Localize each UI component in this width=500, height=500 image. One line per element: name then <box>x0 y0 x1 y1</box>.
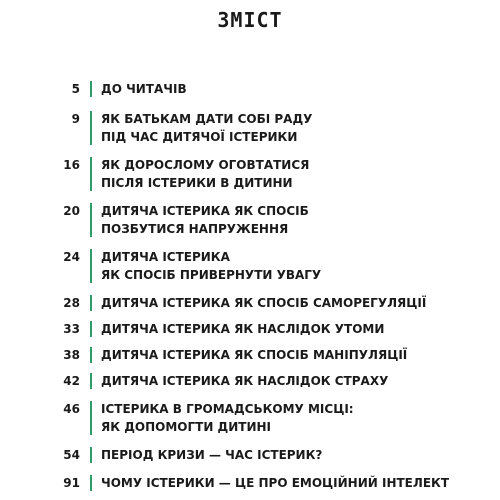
toc-entry-title: ДИТЯЧА ІСТЕРИКА ЯК СПОСІБ МАНІПУЛЯЦІЇ <box>101 348 408 362</box>
page-title: ЗМІСТ <box>217 8 283 32</box>
toc-page-number: 33 <box>63 322 80 336</box>
toc-entry-title: ДИТЯЧА ІСТЕРИКА ЯК СПОСІБ <box>101 204 309 218</box>
toc-entry[interactable] <box>0 320 500 338</box>
toc-page-number: 28 <box>63 296 80 310</box>
toc-page-number: 38 <box>63 348 80 362</box>
toc-divider <box>90 295 92 311</box>
toc-entry-title: ДИТЯЧА ІСТЕРИКА ЯК НАСЛІДОК СТРАХУ <box>101 374 389 388</box>
toc-divider <box>90 203 92 237</box>
toc-entry-title: ПОЗБУТИСЯ НАПРУЖЕННЯ <box>101 222 289 236</box>
toc-page-number: 9 <box>71 112 80 126</box>
toc-entry-title: ЯК ДОПОМОГТИ ДИТИНІ <box>101 420 272 434</box>
toc-entry-title: ЯК СПОСІБ ПРИВЕРНУТИ УВАГУ <box>101 268 322 282</box>
toc-entry-title: ПЕРІОД КРИЗИ — ЧАС ІСТЕРИК? <box>101 448 323 462</box>
toc-entry[interactable] <box>0 474 500 492</box>
toc-entry[interactable] <box>0 80 500 98</box>
toc-entry-title: ДИТЯЧА ІСТЕРИКА ЯК СПОСІБ САМОРЕГУЛЯЦІЇ <box>101 296 427 310</box>
toc-divider <box>90 157 92 191</box>
toc-entry-title: ЧОМУ ІСТЕРИКИ — ЦЕ ПРО ЕМОЦІЙНИЙ ІНТЕЛЕКТ <box>101 476 450 490</box>
toc-entry-title: ДО ЧИТАЧІВ <box>101 82 187 96</box>
toc-entry[interactable] <box>0 294 500 312</box>
toc-divider <box>90 475 92 491</box>
toc-entry[interactable] <box>0 110 500 146</box>
toc-entry[interactable] <box>0 400 500 436</box>
toc-entry[interactable] <box>0 346 500 364</box>
toc-page-number: 16 <box>63 158 80 172</box>
toc-entry[interactable] <box>0 156 500 192</box>
toc-page-number: 46 <box>63 402 80 416</box>
toc-divider <box>90 111 92 145</box>
toc-entry-title: ПІД ЧАС ДИТЯЧОЇ ІСТЕРИКИ <box>101 130 298 144</box>
toc-page-number: 5 <box>71 82 80 96</box>
toc-divider <box>90 401 92 435</box>
toc-entry[interactable] <box>0 372 500 390</box>
toc-page-number: 20 <box>63 204 80 218</box>
toc-entry[interactable] <box>0 202 500 238</box>
toc-page-number: 42 <box>63 374 80 388</box>
toc-entry-title: ЯК ДОРОСЛОМУ ОГОВТАТИСЯ <box>101 158 310 172</box>
toc-divider <box>90 321 92 337</box>
toc-page-number: 24 <box>63 250 80 264</box>
toc-entry-title: ДИТЯЧА ІСТЕРИКА <box>101 250 230 264</box>
toc-divider <box>90 81 92 97</box>
toc-entry-title: ДИТЯЧА ІСТЕРИКА ЯК НАСЛІДОК УТОМИ <box>101 322 385 336</box>
toc-entry-title: ІСТЕРИКА В ГРОМАДСЬКОМУ МІСЦІ: <box>101 402 354 416</box>
toc-entry-title: ПІСЛЯ ІСТЕРИКИ В ДИТИНИ <box>101 176 293 190</box>
toc-page-number: 54 <box>63 448 80 462</box>
toc-entry-title: ЯК БАТЬКАМ ДАТИ СОБІ РАДУ <box>101 112 313 126</box>
toc-entry[interactable] <box>0 248 500 284</box>
toc-divider <box>90 347 92 363</box>
toc-divider <box>90 447 92 463</box>
toc-entry[interactable] <box>0 446 500 464</box>
toc-divider <box>90 373 92 389</box>
toc-divider <box>90 249 92 283</box>
toc-page-number: 91 <box>63 476 80 490</box>
